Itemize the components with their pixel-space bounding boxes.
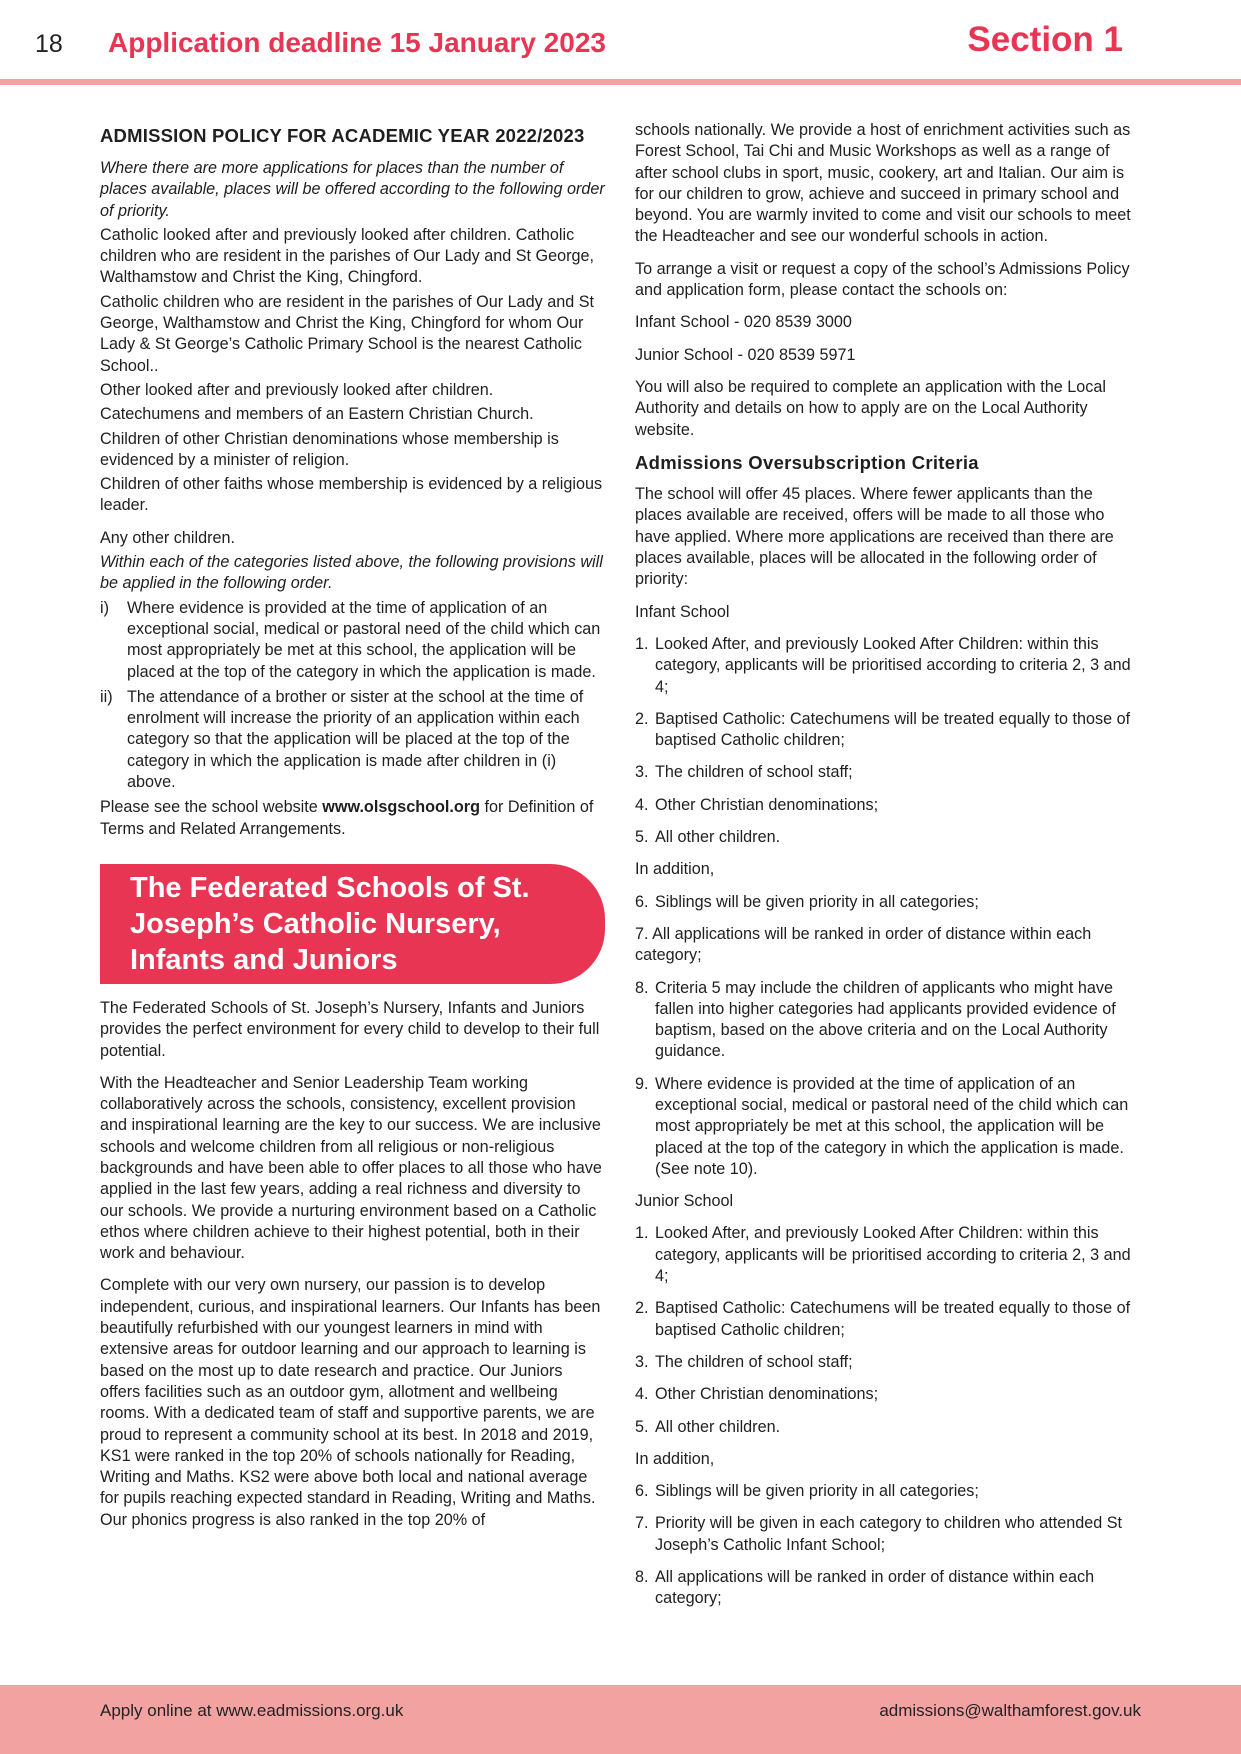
list-item [635,1567,1140,1610]
priority-3: Other looked after and previously looked after children. [100,380,494,399]
infant-criteria-list [635,634,1140,848]
provisions-list [100,598,605,794]
in-addition-label: In addition, [635,860,715,879]
list-item [635,827,1140,848]
list-item [635,795,1140,816]
section-heading: Section 1 [967,20,1123,59]
list-marker: i) [100,598,109,617]
priority-4: Catechumens and members of an Eastern Christian Church. [100,405,534,424]
list-item-text: Baptised Catholic: Catechumens will be treated equally to those of baptised Catholic children; [655,1299,1131,1339]
list-item [635,1384,1140,1405]
list-item-text: Looked After, and previously Looked After Children: within this category, applicants will be prioritised according to criteria 2, 3 and 4; [655,634,1131,696]
provisions-intro: Within each of the categories listed above, the following provisions will be applied in the following order. [100,553,603,593]
list-marker: ii) [100,687,113,706]
right-column [635,120,1140,1621]
list-marker: 2. [635,1299,649,1318]
list-item-text: The attendance of a brother or sister at the school at the time of enrolment will increase the priority of an application within each category so that the application will be placed at the top of the category in which the application is made after children in (i) above. [127,687,584,792]
deadline-heading: Application deadline 15 January 2023 [108,27,606,58]
list-item-text: Siblings will be given priority in all categories; [655,892,979,911]
infant-extra-list [635,892,1140,1181]
list-item [635,1298,1140,1341]
list-marker: 1. [635,634,649,653]
list-marker: 2. [635,709,649,728]
priority-5: Children of other Christian denominations whose membership is evidenced by a minister of religion. [100,429,559,469]
list-item [100,598,605,683]
list-marker: 8. [635,1568,649,1587]
list-marker: 4. [635,795,649,814]
criteria-heading: Admissions Oversubscription Criteria [635,451,979,473]
list-marker: 5. [635,828,649,847]
junior-extra-list [635,1481,1140,1609]
junior-criteria-list [635,1223,1140,1437]
list-marker: 3. [635,1352,649,1371]
list-item [635,762,1140,783]
list-marker: 9. [635,1074,649,1093]
list-item-text: All other children. [655,1417,781,1436]
list-marker: 7. [635,924,649,943]
infant-school-label: Infant School [635,602,730,621]
list-item [635,892,1140,913]
list-item-text: The children of school staff; [655,763,853,782]
list-item-text: Looked After, and previously Looked After Children: within this category, applicants will be prioritised according to criteria 2, 3 and 4; [655,1224,1131,1286]
list-item [100,687,605,793]
list-item [635,1481,1140,1502]
admissions-email-link[interactable]: admissions@walthamforest.gov.uk [879,1701,1141,1720]
list-item [635,1223,1140,1287]
junior-phone: Junior School - 020 8539 5971 [635,345,856,364]
policy-intro: Where there are more applications for places than the number of places available, places will be offered according to the following order of priority. [100,159,605,220]
list-item-text: All applications will be ranked in order of distance within each category; [635,924,1092,965]
la-note: You will also be required to complete an application with the Local Authority and details on how to apply are on the Local Authority website. [635,377,1106,439]
website-note-post: for Definition of Terms and Related Arrangements. [100,798,594,838]
list-item [635,709,1140,752]
in-addition-label: In addition, [635,1449,715,1468]
list-item-text: The children of school staff; [655,1352,853,1371]
school-website-link[interactable]: www.olsgschool.org [322,798,480,817]
list-item-text: Other Christian denominations; [655,1385,879,1404]
list-item [635,1074,1140,1180]
school-banner: The Federated Schools of St. Joseph’s Catholic Nursery, Infants and Juniors [100,864,605,984]
list-marker: 7. [635,1514,649,1533]
list-item-text: Baptised Catholic: Catechumens will be treated equally to those of baptised Catholic children; [655,709,1131,750]
infant-phone: Infant School - 020 8539 3000 [635,313,852,332]
list-marker: 1. [635,1224,649,1243]
list-item [635,924,1140,967]
list-item-text: Criteria 5 may include the children of applicants who might have fallen into higher categories had applicants provided evidence of baptism, based on the above criteria and on the Local Authority guidance. [655,978,1116,1061]
list-marker: 8. [635,978,649,997]
list-marker: 3. [635,763,649,782]
policy-title: ADMISSION POLICY FOR ACADEMIC YEAR 2022/2023 [100,125,585,146]
contact-intro: To arrange a visit or request a copy of the school’s Admissions Policy and application form, please contact the schools on: [635,259,1130,300]
page-header [0,0,1241,80]
list-item-text: Where evidence is provided at the time of application of an exceptional social, medical or pastoral need of the child which can most appropriately be met at this school, the application will be placed at the top of the category in which the application is made. [127,598,601,681]
list-item-text: Priority will be given in each category to children who attended St Joseph’s Catholic Infant School; [655,1514,1122,1554]
page-number: 18 [35,30,63,58]
priority-2: Catholic children who are resident in the parishes of Our Lady and St George, Walthamstow and Christ the King, Chingford for whom Our Lady & St George’s Catholic Primary School is the nearest Catholic School.. [100,292,594,375]
list-item-text: Other Christian denominations; [655,795,879,814]
school-paragraph: The Federated Schools of St. Joseph’s Nursery, Infants and Juniors provides the perfect environment for every child to develop to their full potential. [100,998,600,1060]
list-item-text: All other children. [655,828,781,847]
apply-online-link[interactable]: Apply online at www.eadmissions.org.uk [100,1701,404,1720]
priority-6: Children of other faiths whose membership is evidenced by a religious leader. [100,475,603,515]
criteria-intro: The school will offer 45 places. Where fewer applicants than the places available are received, offers will be made to all those who have applied. Where more applications are received than there are places available, places will be allocated in the following order of priority: [635,485,1114,589]
list-item [635,1513,1140,1556]
list-item-text: Siblings will be given priority in all categories; [655,1482,979,1501]
website-note-pre: Please see the school website [100,798,323,817]
junior-school-label: Junior School [635,1192,734,1211]
list-marker: 4. [635,1385,649,1404]
list-item [635,1417,1140,1438]
left-column [100,124,605,1542]
school-paragraph: Complete with our very own nursery, our passion is to develop independent, curious, and inspirational learners. Our Infants has been beautifully refurbished with our youngest learners in mind with extensive areas for outdoor learning and our approach to learning is based on the most up to date research and practice. Our Juniors offers facilities such as an outdoor gym, allotment and wellbeing rooms. With a dedicated team of staff and supportive parents, we are proud to represent a community school at its best. In 2018 and 2019, KS1 were ranked in the top 20% of schools nationally for Reading, Writing and Maths. KS2 were above both local and national average for pupils reaching expected standard in Reading, Writing and Maths. Our phonics progress is also ranked in the top 20% of [100,1276,601,1529]
list-item-text: All applications will be ranked in order of distance within each category; [655,1568,1095,1608]
school-paragraph: With the Headteacher and Senior Leadership Team working collaboratively across the schools, consistency, excellent provision and inspirational learning are the key to our success. We are inclusive schools and welcome children from all religious or non-religious backgrounds and have been able to offer places to all those who have applied in the last few years, adding a real richness and diversity to our schools. We provide a nurturing environment based on a Catholic ethos where children achieve to their highest potential, both in their work and behaviour. [100,1073,602,1263]
priority-7: Any other children. [100,528,235,547]
header-rule [0,79,1241,85]
list-item [635,1352,1140,1373]
list-marker: 6. [635,1482,649,1501]
website-note [100,797,605,840]
list-marker: 5. [635,1417,649,1436]
list-marker: 6. [635,892,649,911]
list-item [635,978,1140,1063]
list-item-text: Where evidence is provided at the time of application of an exceptional social, medical or pastoral need of the child which can most appropriately be met at this school, the application will be placed at the top of the category in which the application is made. (See note 10). [655,1074,1129,1178]
list-item [635,634,1140,698]
continued-paragraph: schools nationally. We provide a host of enrichment activities such as Forest School, Tai Chi and Music Workshops as well as a range of after school clubs in sport, music, cookery, art and Italian. Our aim is for our children to grow, achieve and succeed in primary school and beyond. You are warmly invited to come and visit our schools to meet the Headteacher and see our wonderful schools in action. [635,121,1131,246]
priority-1: Catholic looked after and previously looked after children. Catholic children who are resident in the parishes of Our Lady and St George, Walthamstow and Christ the King, Chingford. [100,225,595,287]
